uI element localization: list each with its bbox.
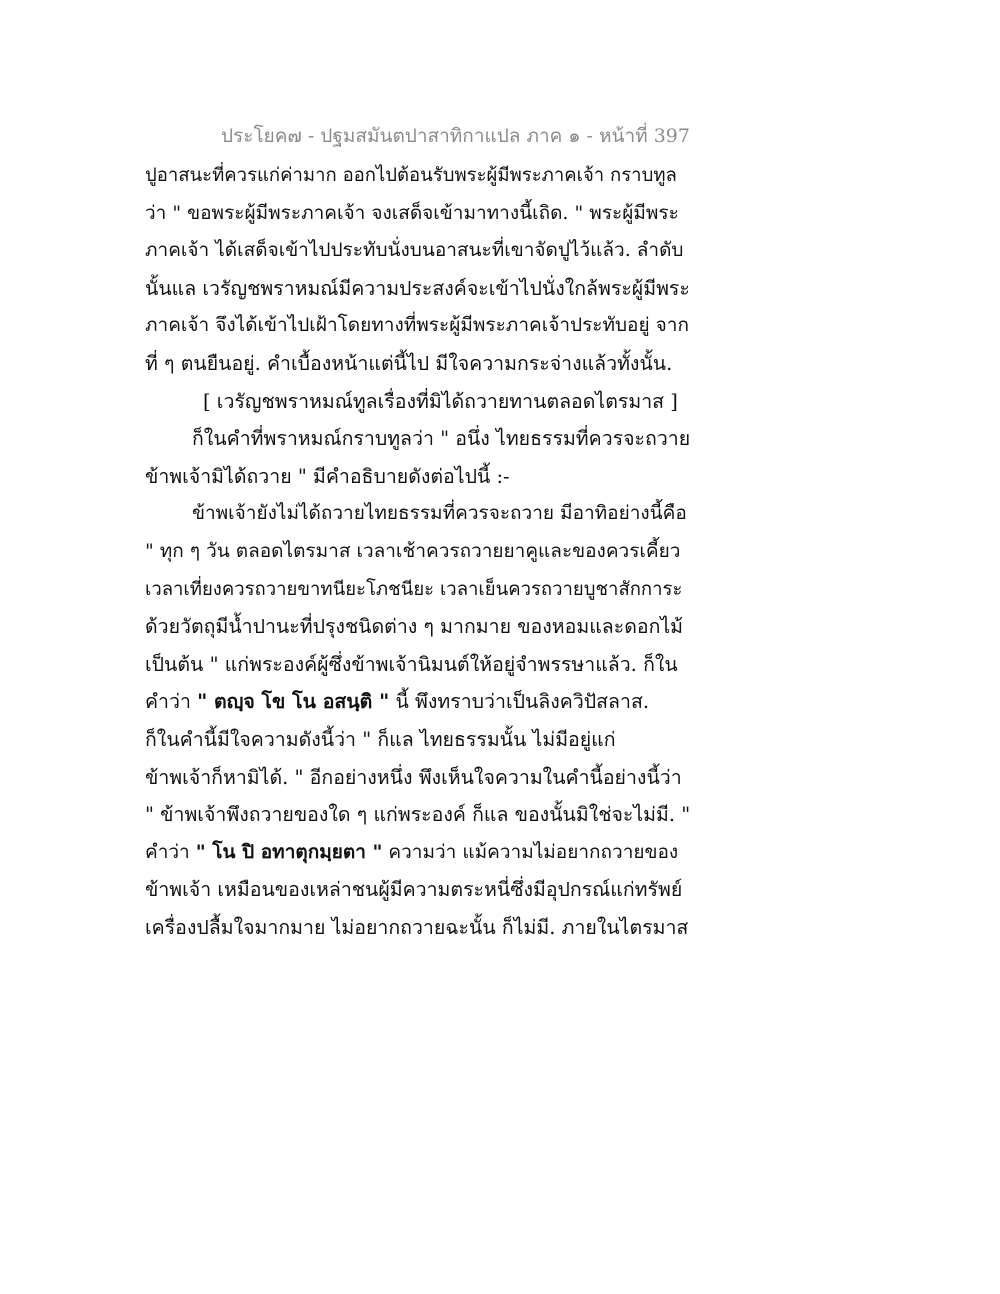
running-header: ประโยค๗ - ปฐมสมันตปาสาทิกาแปล ภาค ๑ - หน้าที่ 397: [220, 125, 690, 147]
text-line: ภาคเจ้า ได้เสด็จเข้าไปประทับนั่งบนอาสนะที่เขาจัดปูไว้แล้ว. ลำดับ: [145, 239, 684, 262]
text-line: ข้าพเจ้าก็หามิได้. " อีกอย่างหนึ่ง พึงเห็นใจความในคำนี้อย่างนี้ว่า: [145, 765, 682, 789]
text-line: ก็ในคำนี้มีใจความดังนี้ว่า " ก็แล ไทยธรรมนั้น ไม่มีอยู่แก่: [145, 727, 616, 751]
text-line: ภาคเจ้า จึงได้เข้าไปเฝ้าโดยทางที่พระผู้มีพระภาคเจ้าประทับอยู่ จาก: [145, 314, 689, 337]
text-line: ด้วยวัตถุมีน้ำปานะที่ปรุงชนิดต่าง ๆ มากมาย ของหอมและดอกไม้: [145, 615, 684, 639]
section-heading: [ เวรัญชพราหมณ์ทูลเรื่องที่มิได้ถวายทานตลอดไตรมาส ]: [203, 389, 678, 413]
text-line: [145, 683, 690, 721]
text-line: เวลาเที่ยงควรถวายขาทนียะโภชนียะ เวลาเย็นควรถวายบูชาสักการะ: [145, 578, 683, 600]
text-line: นั้นแล เวรัญชพราหมณ์มีความประสงค์จะเข้าไปนั่งใกล้พระผู้มีพระ: [145, 276, 690, 300]
text-line: ว่า " ขอพระผู้มีพระภาคเจ้า จงเสด็จเข้ามาทางนี้เถิด. " พระผู้มีพระ: [145, 201, 679, 224]
text-line: เครื่องปลื้มใจมากมาย ไม่อยากถวายฉะนั้น ก็ไม่มี. ภายในไตรมาส: [145, 915, 689, 939]
text-line: เป็นต้น " แก่พระองค์ผู้ซึ่งข้าพเจ้านิมนต์ให้อยู่จำพรรษาแล้ว. ก็ใน: [145, 652, 678, 676]
text-segment: ความว่า แม้ความไม่อยากถวายของ: [382, 840, 679, 863]
text-segment: นี้ พึงทราบว่าเป็นลิงควิปัสลาส.: [389, 690, 650, 714]
text-line: ก็ในคำที่พราหมณ์กราบทูลว่า " อนึ่ง ไทยธรรมที่ควรจะถวาย: [192, 427, 691, 451]
text-line: ปูอาสนะที่ควรแก่ค่ามาก ออกไปต้อนรับพระผู้มีพระภาคเจ้า กราบทูล: [145, 165, 677, 186]
text-line: ข้าพเจ้ายังไม่ได้ถวายไทยธรรมที่ควรจะถวาย มีอาทิอย่างนี้คือ: [192, 502, 687, 525]
text-line: " ข้าพเจ้าพึงถวายของใด ๆ แก่พระองค์ ก็แล ของนั้นมิใช่จะไม่มี. ": [145, 803, 691, 827]
document-body: [145, 157, 690, 946]
text-line: ข้าพเจ้า เหมือนของเหล่าชนผู้มีความตระหนี่ซึ่งมีอุปกรณ์แก่ทรัพย์: [145, 878, 683, 902]
pali-term: " ตญฺจ โข โน อสนฺติ ": [197, 690, 390, 714]
text-line: ที่ ๆ ตนยืนอยู่. คำเบื้องหน้าแต่นี้ไป มีใจความกระจ่างแล้วทั้งนั้น.: [145, 351, 673, 375]
text-line: ข้าพเจ้ามิได้ถวาย " มีคำอธิบายดังต่อไปนี้ :-: [145, 464, 510, 488]
pali-term: " โน ปิ อทาตุกมฺยตา ": [195, 840, 383, 863]
text-line: [145, 834, 690, 872]
text-line: " ทุก ๆ วัน ตลอดไตรมาส เวลาเช้าควรถวายยาคูและของควรเคี้ยว: [145, 539, 681, 562]
text-segment: คำว่า: [145, 690, 198, 714]
text-segment: คำว่า: [145, 840, 196, 863]
